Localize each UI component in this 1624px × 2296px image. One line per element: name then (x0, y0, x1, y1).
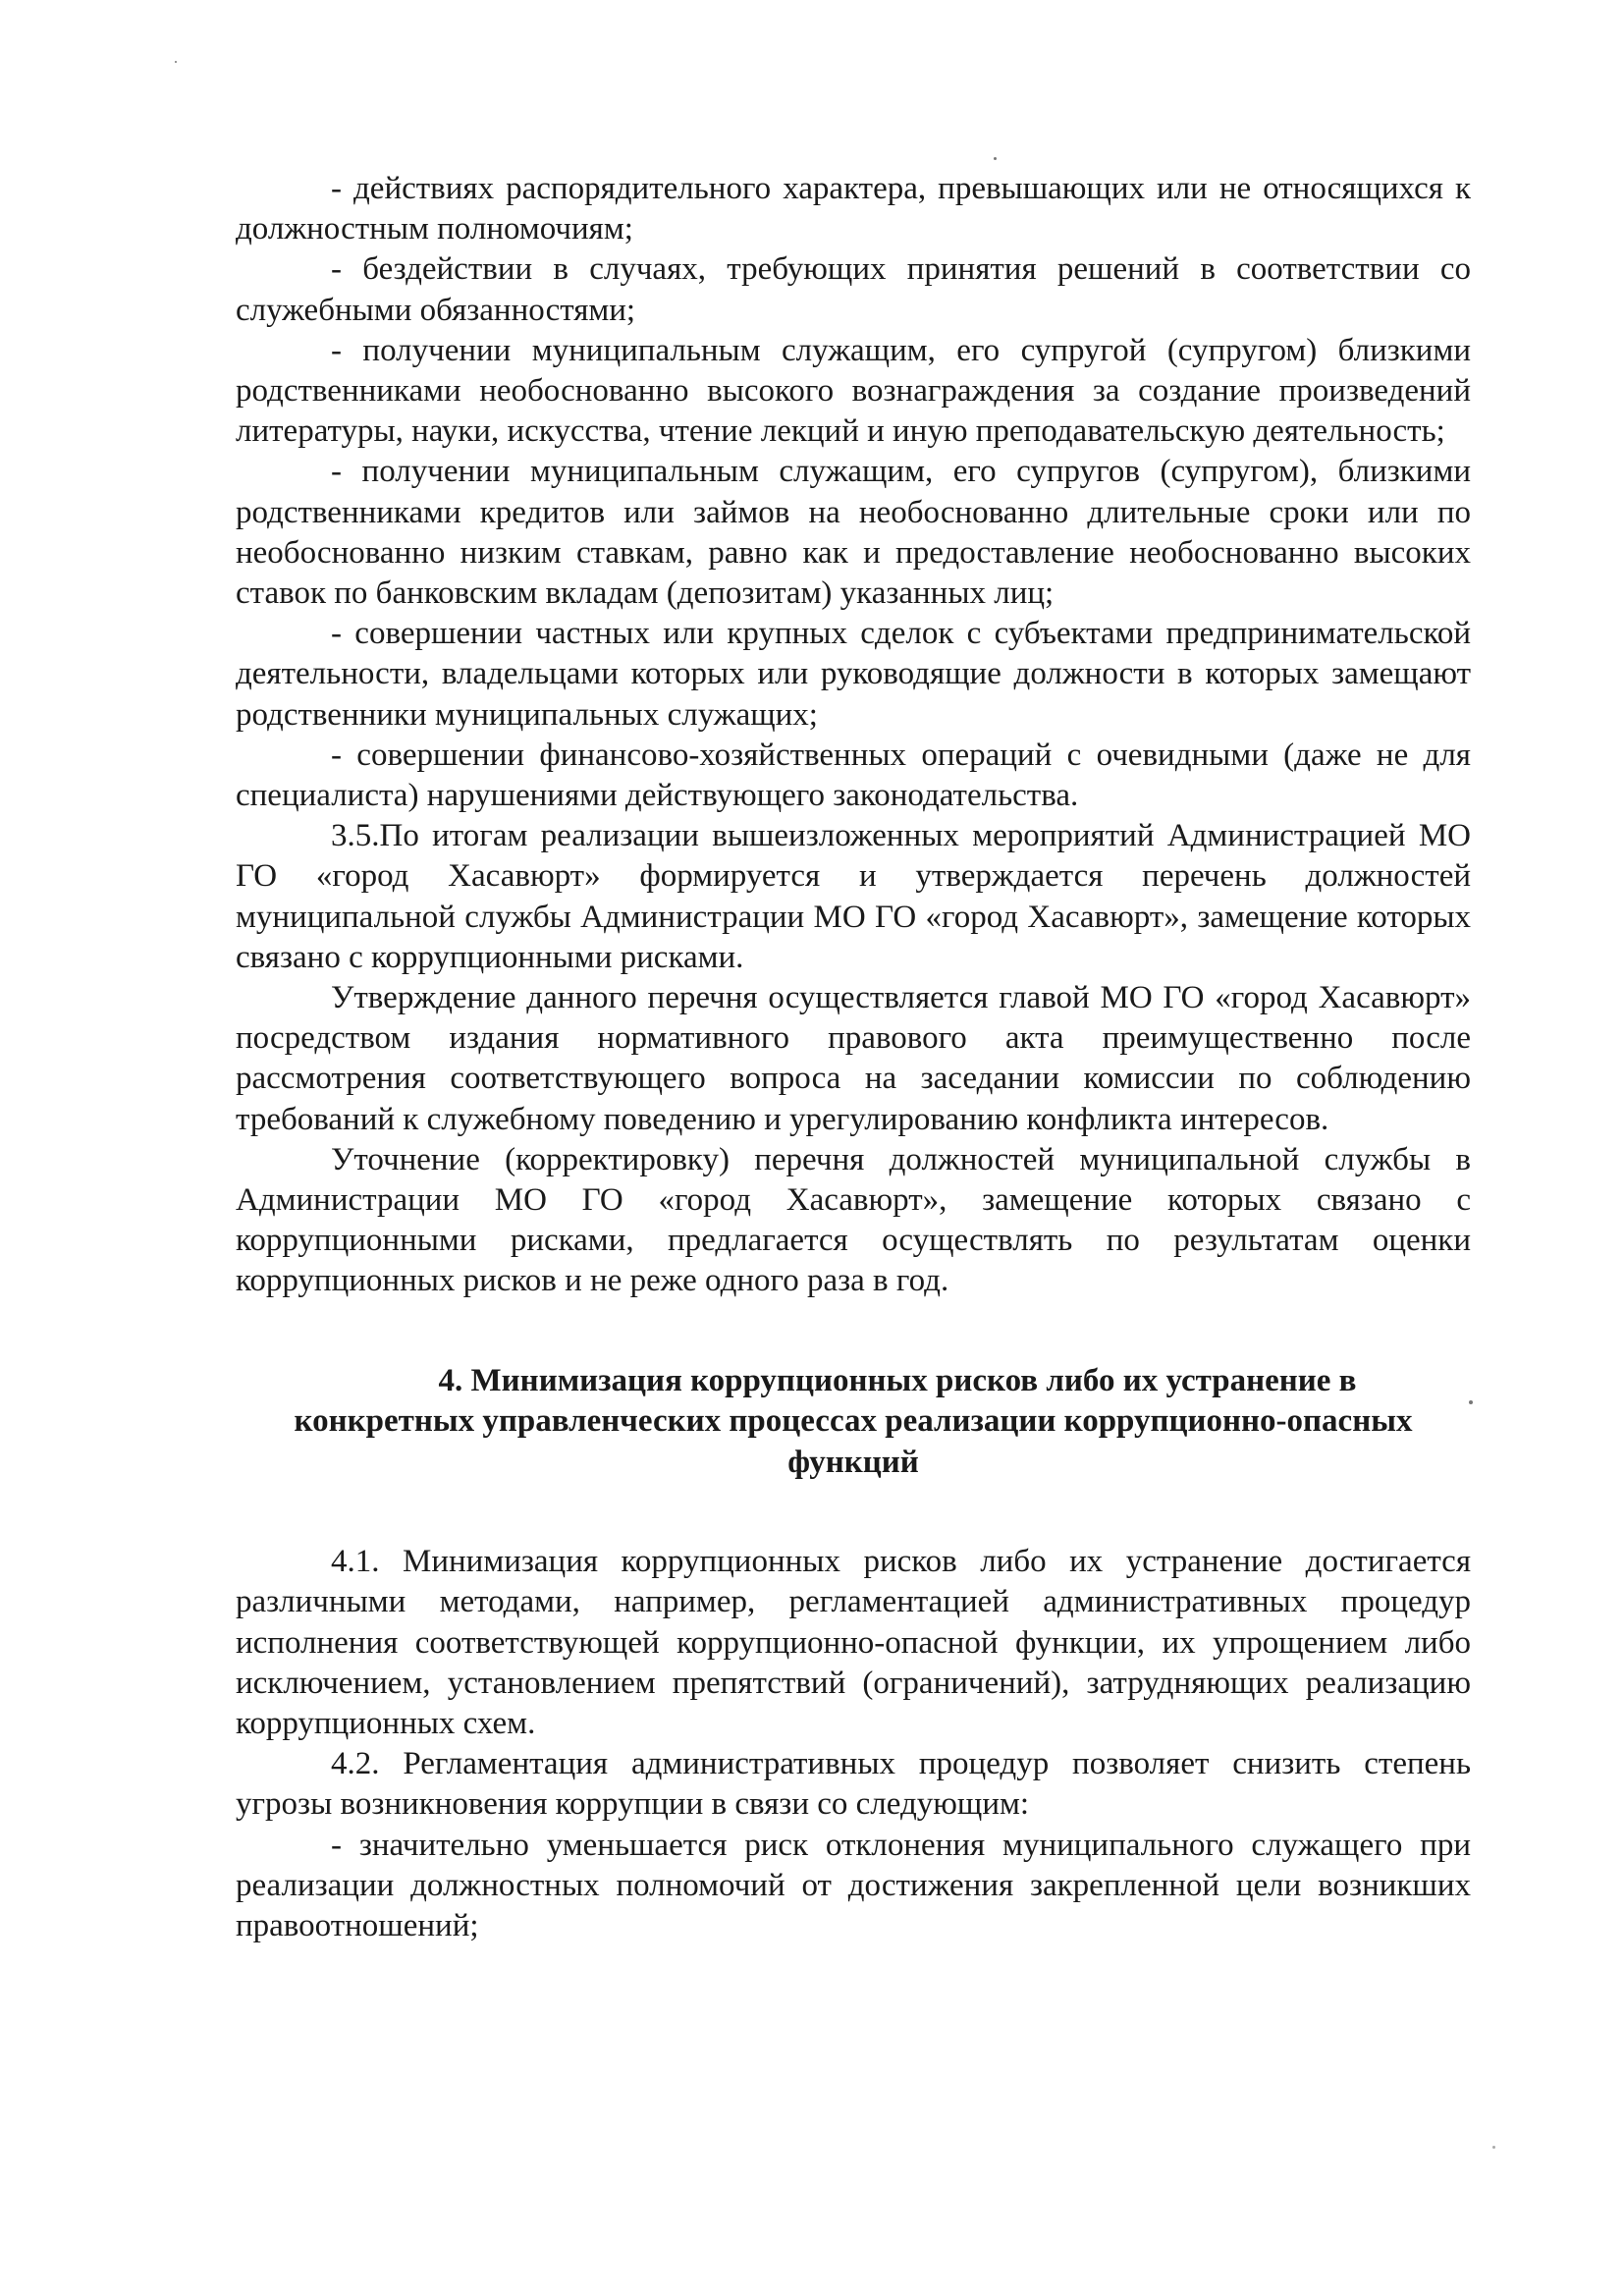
section-heading-line1: 4. Минимизация коррупционных рисков либо их устранение в (438, 1362, 1357, 1398)
paragraph-item: - совершении частных или крупных сделок с субъектами предпринимательской деятельности, владельцами которых или руководящие должности в которых замещают родственники муниципальных служащих; (236, 616, 1471, 733)
paragraph-item: - совершении финансово-хозяйственных операций с очевидными (даже не для специалиста) нарушениями действующего законодательства. (236, 737, 1471, 814)
paragraph-item: - получении муниципальным служащим, его супругой (супругом) близкими родственниками необоснованно высокого вознаграждения за создание произведений литературы, науки, искусства, чтение лекций и иную преподавательскую деятельность; (236, 332, 1471, 450)
scan-speck (1492, 2146, 1495, 2149)
paragraph-4-1: 4.1. Минимизация коррупционных рисков либо их устранение достигается различными методами, например, регламентацией административных процедур исполнения соответствующей коррупционно-опасной функции, их упрощением либо исключением, установлением препятствий (ограничений), затрудняющих реализацию коррупционных схем. (236, 1544, 1471, 1741)
paragraph-item: - бездействии в случаях, требующих принятия решений в соответствии со служебными обязанностями; (236, 251, 1471, 328)
scan-speck (175, 61, 177, 63)
scan-speck (1469, 1400, 1473, 1404)
paragraph-approval: Утверждение данного перечня осуществляется главой МО ГО «город Хасавюрт» посредством издания нормативного правового акта преимущественно после рассмотрения соответствующего вопроса на заседании комиссии по соблюдению требований к служебному поведению и урегулированию конфликта интересов. (236, 980, 1471, 1137)
paragraph-item: - получении муниципальным служащим, его супругов (супругом), близкими родственниками кредитов или займов на необоснованно длительные сроки или по необоснованно низким ставкам, равно как и предоставление необоснованно высоких ставок по банковским вкладам (депозитам) указанных лиц; (236, 454, 1471, 612)
scan-speck (994, 157, 997, 160)
document-page (236, 169, 1471, 1946)
paragraph-correction: Уточнение (корректировку) перечня должностей муниципальной службы в Администрации МО ГО «город Хасавюрт», замещение которых связано с коррупционными рисками, предлагается осуществлять по результатам оценки коррупционных рисков и не реже одного раза в год. (236, 1141, 1471, 1299)
section-heading (236, 1361, 1471, 1484)
paragraph-3-5: 3.5.По итогам реализации вышеизложенных мероприятий Администрацией МО ГО «город Хасавюрт» формируется и утверждается перечень должностей муниципальной службы Администрации МО ГО «город Хасавюрт», замещение которых связано с коррупционными рисками. (236, 818, 1471, 975)
paragraph-item: - значительно уменьшается риск отклонения муниципального служащего при реализации должностных полномочий от достижения закрепленной цели возникших правоотношений; (236, 1827, 1471, 1944)
section-heading-line2: конкретных управленческих процессах реализации коррупционно-опасных функций (294, 1403, 1413, 1480)
paragraph-item: - действиях распорядительного характера, превышающих или не относящихся к должностным полномочиям; (236, 171, 1471, 247)
paragraph-4-2: 4.2. Регламентация административных процедур позволяет снизить степень угрозы возникновения коррупции в связи со следующим: (236, 1746, 1471, 1823)
